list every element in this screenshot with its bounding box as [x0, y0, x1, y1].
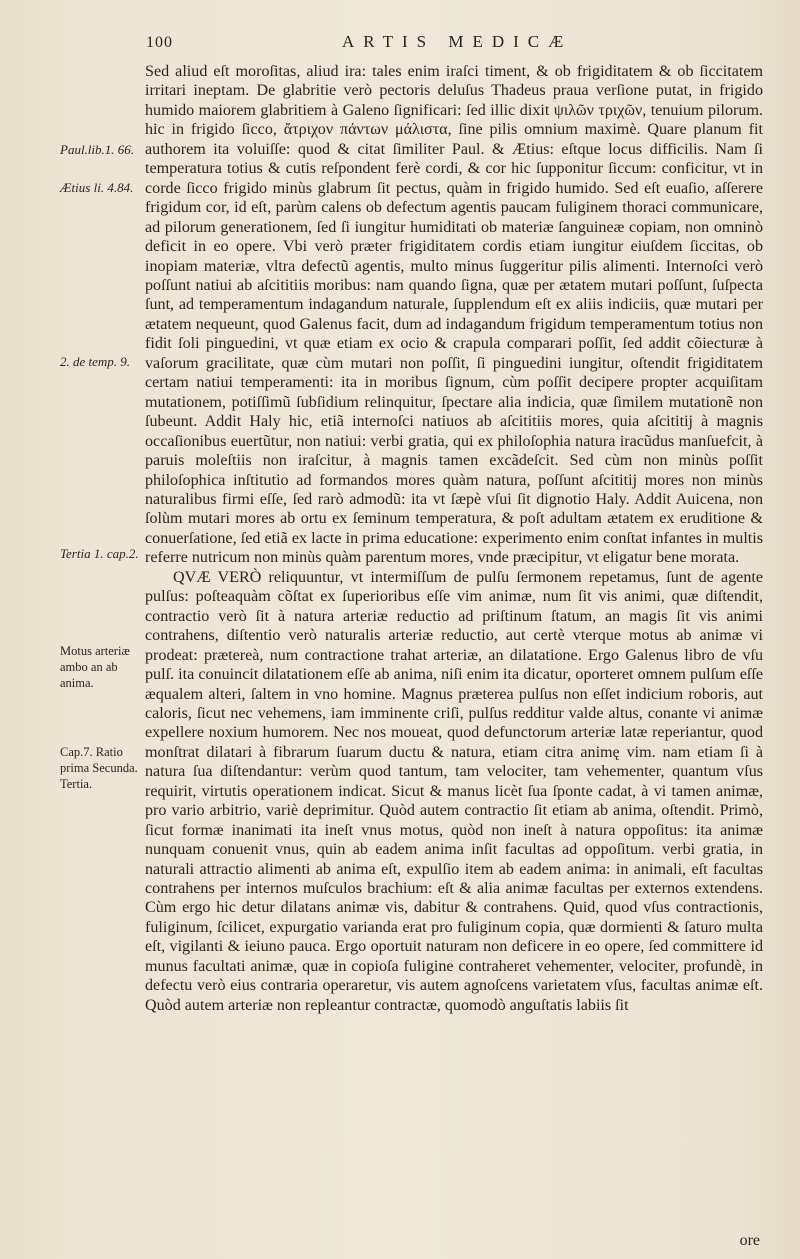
margin-note: Ætius li. 4.84.: [60, 180, 134, 195]
margin-note: Motus arteriæ ambo an ab anima.: [60, 644, 130, 690]
page-number: 100: [146, 34, 173, 51]
margin-note: Tertia 1. cap.2.: [60, 546, 139, 561]
paragraph: Sed aliud eſt moroſitas, aliud ira: tales enim iraſci timent, & ob frigiditatem & ob ſiccitatem irritari ineptam. De glabritie verò pectoris deluſus Thadeus praua verſione putat, in frigido humido maiorem glabritiem à Galeno ſignificari: ſed illic dixit ψιλῶν τριχῶν, tenuium pilorum. hic in frigido ſicco, ἄτριχον πάντων μάλιστα, ſine pilis omnium maximè. Quare planum fit authorem ita voluiſſe: quod & citat ſimiliter Paul. & Ætius: eſtque locus difficilis. Nam ſi temperatura totius & cutis reſpondent ferè cordi, & cor hic ſupponitur ſiccum: conficitur, vt in corde ſicco frigido minùs glabrum ſit pectus, quàm in frigido humido. Sed eſt euaſio, aſſerere frigidum cor, id eſt, parùm calens ob defectum agentis paucam fuliginem thoraci communicare, ad pilorum generationem, ſed ſi iungitur humiditati ob materiæ ſanguineæ copiam, non omninò deficit in eo opere. Vbi verò præter frigiditatem cordis etiam iungitur eiuſdem ſiccitas, ob inopiam materiæ, vltra defectũ agentis, multo minus ſuggeritur pilis alimenti. Internoſci verò poſſunt natiui ab aſcititiis moribus: nam quando ſigna, quæ per ætatem mutari poſſunt, ſuſpecta ſunt, ad temperamentum indagandum naturale, ſupplendum eſt ex aliis indiciis, quæ mutari per ætatem nequeunt, quod Galenus facit, dum ad indagandum frigidum temperamentum totius non fidit ſoli pinguedini, vt quæ etiam ex ocio & crapula comparari poſſit, ſed addit cõiecturæ à vaſorum gracilitate, quæ cùm mutari non poſſit, ſi pinguedini iungitur, oſtendit frigiditatem certam natiui temperamenti: ita in moribus ſignum, cùm poſſit decipere propter acquiſitam mutationem, potiſſimũ ſubſidium relinquitur, ſpectare alia indicia, quæ ſimilem mutationẽ non ſubeunt. Addit Haly hic, etiã internoſci natiuos ab aſcititiis mores, quia aſcititij à magnis occaſionibus euertũtur, non natiui: verbi gratia, qui ex philoſophia natura iracũdus manſuefcit, à paruis moleſtiis non iraſcitur, à magnis tamen excãdeſcit. Sed cùm non minùs poſſit philoſophica inſtitutio ad formandos mores quàm natura, poſſunt aſcititij mores non minùs naturalibus firmi eſſe, ſed rarò admodũ: ita vt ſæpè vſui ſit dignotio Haly. Addit Auicena, non ſolùm mutari mores ab ortu ex ſeminum temperatura, & poſt adultam ætatem ex eruditione & conuerſatione, ſed etiã ex lacte in prima educatione: experimento enim conſtat infantes in multis referre nutricum non minùs quàm parentum mores, vnde præcipitur, vt eligatur bene morata.: [145, 63, 763, 567]
paragraph: QVÆ VERÒ reliquuntur, vt intermiſſum de pulſu ſermonem repetamus, ſunt de agente pulſus: poſteaquàm cõſtat ex ſuperioribus eſſe vim animæ, num ſit vis animi, quæ diſtendit, contractio verò ſit à natura arteriæ reductio ad priſtinum ſtatum, an magis ſit vis animi contrahens, diſtentio verò naturalis arteriæ reductio, aut certè vterque motus ab animæ vi prodeat: prætereà, num contractione trahat arteriæ, an dilatatione. Ergo Galenus libro de vſu pulſ. ita conuincit dilatationem eſſe ab anima, niſi enim ita dicatur, oporteret omnem pulſum eſſe æqualem alteri, ſaltem in vno homine. Magnus præterea pulſus non eſſet indicium roboris, aut caloris, ſicut nec vehemens, iam imminente criſi, pulſus redditur valde altus, conante vi animæ expellere noxium humorem. Nec nos moueat, quod defunctorum arteriæ latæ reperiantur, quod monſtrat dilatari à fibrarum ſuarum ductu & natura, etiam citra animę vim. nam etiam ſi à natura ſua diſtendantur: verùm quod tantum, tam velociter, tam vehementer, quantum vſus requirit, virtutis operationem indicat. Sicut & manus licèt ſua ſponte cadat, à vi tamen animæ, pro vario arbitrio, variè deprimitur. Quòd autem contractio ſit etiam ab anima, oſtendit. Primò, ſicut formæ inanimati ita ineſt vnus motus, quòd non ineſt à natura oppoſitus: ita animæ nunquam conuenit vnus, quin ab eadem anima inſit facultas ad oppoſitum. verbi gratia, in naturali attractio alimenti ab anima eſt, expulſio item ab eadem anima: in animali, eſt facultas contrahens per internos muſculos brachium: eſt & alia animæ facultas per externos extendens. Cùm ergo hic detur dilatans animæ vis, dabitur & contrahens. Quid, quod vſus contractionis, fuliginum, ſcilicet, expurgatio varianda erat pro fuliginum copia, quæ dormienti & ſaturo multa eſt, vigilanti & ieiuno pauca. Ergo oportuit naturam non deficere in eo opere, ſed committere id munus facultati animæ, quæ in copioſa fuligine contraheret vehementer, velociter, profundè, in defectu verò eius contraria operaretur, vis autem agnoſcens varietatem vſus, facultas animæ eſt. Quòd autem arteriæ non repleantur contractæ, quomodò anguſtatis labiis ſit: [145, 568, 763, 1014]
page-header: [0, 28, 800, 52]
margin-note: Cap.7. Ratio prima Secunda. Tertia.: [60, 745, 138, 791]
catchword: ore: [739, 1232, 760, 1249]
main-text: [145, 62, 763, 1015]
running-title: ARTIS MEDICÆ: [342, 32, 573, 51]
margin-note: Paul.lib.1. 66.: [60, 142, 135, 157]
margin-note: 2. de temp. 9.: [60, 354, 131, 369]
